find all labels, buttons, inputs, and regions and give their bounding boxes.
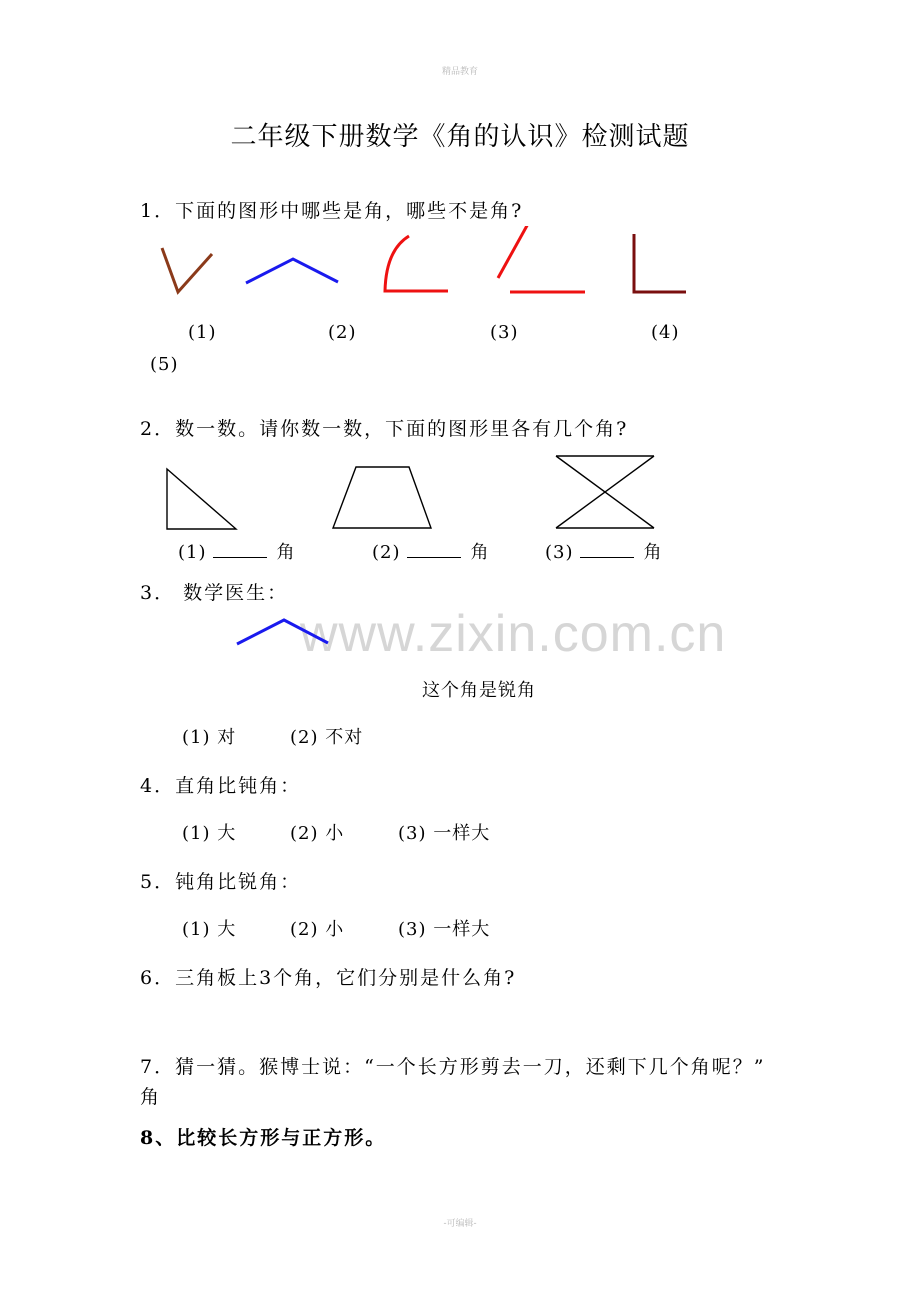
question-7-tail: 角 bbox=[140, 1086, 162, 1108]
q5-option-1[interactable]: (1) 大 bbox=[182, 919, 237, 940]
q1-label-1: (1) bbox=[188, 322, 217, 343]
q1-label-4: (4) bbox=[651, 322, 680, 343]
q4-option-1[interactable]: (1) 大 bbox=[182, 823, 237, 844]
q2-answer-1 bbox=[178, 538, 296, 564]
q3-statement: 这个角是锐角 bbox=[422, 680, 536, 701]
q3-figure bbox=[230, 614, 350, 654]
header-watermark: 精品教育 bbox=[441, 67, 478, 77]
q2-answer-3-unit: 角 bbox=[643, 542, 663, 563]
footer-watermark: -可编辑- bbox=[443, 1219, 477, 1229]
q1-label-3: (3) bbox=[490, 322, 519, 343]
q3-option-1[interactable]: (1) 对 bbox=[182, 727, 237, 748]
q2-answer-2 bbox=[372, 538, 490, 564]
q2-right-triangle bbox=[167, 469, 236, 529]
q2-figures bbox=[0, 450, 920, 540]
q2-answer-2-unit: 角 bbox=[470, 542, 490, 563]
q5-option-3[interactable]: (3) 一样大 bbox=[398, 919, 491, 940]
q1-figure-3-curve bbox=[385, 236, 448, 291]
q2-answer-2-label: (2) bbox=[372, 542, 401, 563]
q5-option-2[interactable]: (2) 小 bbox=[290, 919, 345, 940]
question-8-text: 8、比较长方形与正方形。 bbox=[140, 1127, 387, 1149]
q1-figure-5-right-angle bbox=[634, 234, 686, 292]
q2-answer-3 bbox=[545, 538, 663, 564]
q2-answer-1-unit: 角 bbox=[276, 542, 296, 563]
question-6-text: 6．三角板上3个角，它们分别是什么角? bbox=[140, 967, 517, 989]
question-2-text: 2．数一数。请你数一数，下面的图形里各有几个角? bbox=[140, 418, 629, 440]
q2-answer-1-label: (1) bbox=[178, 542, 207, 563]
q2-answer-2-blank[interactable] bbox=[407, 543, 461, 558]
page-title: 二年级下册数学《角的认识》检测试题 bbox=[230, 122, 690, 152]
q1-figure-4-line-a bbox=[498, 226, 529, 278]
q2-answer-1-blank[interactable] bbox=[213, 543, 267, 558]
q2-answer-3-blank[interactable] bbox=[580, 543, 634, 558]
site-watermark: www.zixin.com.cn bbox=[300, 605, 727, 663]
q1-label-5: (5) bbox=[150, 354, 179, 375]
question-7-text: 7．猜一猜。猴博士说：“一个长方形剪去一刀，还剩下几个角呢？” bbox=[140, 1056, 766, 1078]
q1-figure-1-angle bbox=[162, 248, 212, 292]
q3-obtuse-angle bbox=[237, 620, 328, 644]
question-4-text: 4．直角比钝角： bbox=[140, 775, 302, 797]
q2-trapezoid bbox=[333, 467, 431, 528]
q4-option-3[interactable]: (3) 一样大 bbox=[398, 823, 491, 844]
q3-option-2[interactable]: (2) 不对 bbox=[290, 727, 364, 748]
q4-option-2[interactable]: (2) 小 bbox=[290, 823, 345, 844]
q1-label-2: (2) bbox=[328, 322, 357, 343]
q2-answer-3-label: (3) bbox=[545, 542, 574, 563]
question-3-text: 3． 数学医生： bbox=[140, 582, 289, 604]
question-5-text: 5．钝角比锐角： bbox=[140, 871, 302, 893]
q1-figures bbox=[0, 226, 920, 306]
question-1-text: 1．下面的图形中哪些是角，哪些不是角? bbox=[140, 200, 524, 222]
q1-figure-2-angle bbox=[246, 259, 338, 283]
